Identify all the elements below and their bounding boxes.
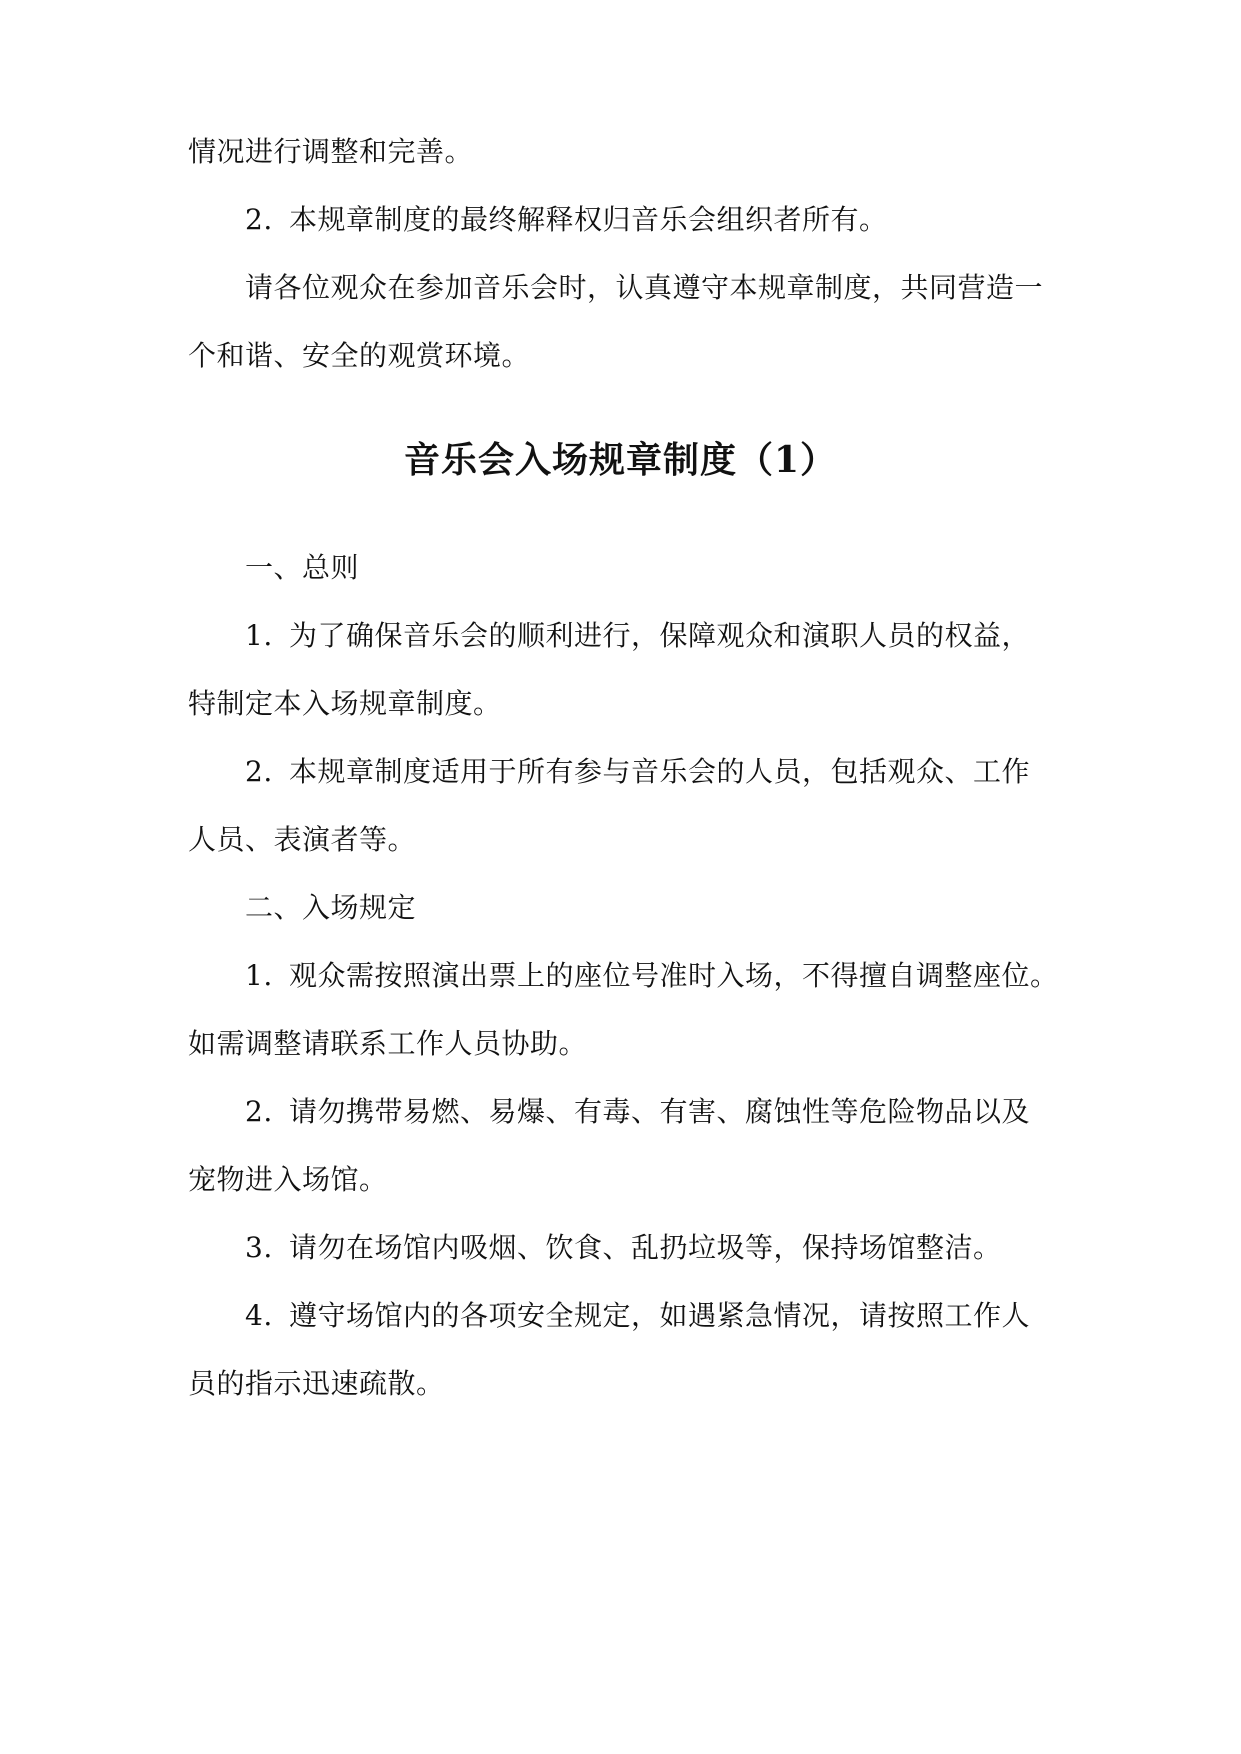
closing-paragraph-line-1: 请各位观众在参加音乐会时，认真遵守本规章制度，共同营造一 — [245, 271, 1044, 304]
item-number: 2. — [245, 1095, 273, 1128]
general-item-2 — [245, 752, 1125, 792]
general-item-1 — [245, 616, 1125, 656]
intro-item-2 — [245, 200, 1125, 240]
entry-rule-4 — [245, 1296, 1125, 1336]
item-text: 为了确保音乐会的顺利进行，保障观众和演职人员的权益， — [289, 619, 1031, 652]
entry-rule-2-continuation: 宠物进入场馆。 — [188, 1163, 388, 1196]
item-number: 2. — [245, 203, 273, 236]
section-heading-entry-rules: 二、入场规定 — [245, 891, 417, 924]
entry-rule-4-continuation: 员的指示迅速疏散。 — [188, 1367, 445, 1400]
item-text: 本规章制度的最终解释权归音乐会组织者所有。 — [289, 203, 888, 236]
closing-paragraph-line-2: 个和谐、安全的观赏环境。 — [188, 339, 531, 372]
section-heading-general: 一、总则 — [245, 551, 360, 584]
intro-continuation-line: 情况进行调整和完善。 — [188, 135, 474, 168]
entry-rule-1 — [245, 956, 1125, 996]
item-number: 4. — [245, 1299, 273, 1332]
general-item-2-continuation: 人员、表演者等。 — [188, 823, 417, 856]
item-text: 请勿携带易燃、易爆、有毒、有害、腐蚀性等危险物品以及 — [289, 1095, 1031, 1128]
item-number: 2. — [245, 755, 273, 788]
item-text: 本规章制度适用于所有参与音乐会的人员，包括观众、工作 — [289, 755, 1031, 788]
entry-rule-1-continuation: 如需调整请联系工作人员协助。 — [188, 1027, 588, 1060]
general-item-1-continuation: 特制定本入场规章制度。 — [188, 687, 502, 720]
item-text: 观众需按照演出票上的座位号准时入场，不得擅自调整座位。 — [289, 959, 1059, 992]
entry-rule-2 — [245, 1092, 1125, 1132]
entry-rule-3 — [245, 1228, 1125, 1268]
item-text: 遵守场馆内的各项安全规定，如遇紧急情况，请按照工作人 — [289, 1299, 1031, 1332]
item-number: 1. — [245, 619, 273, 652]
document-title: 音乐会入场规章制度（1） — [403, 439, 838, 481]
item-number: 1. — [245, 959, 273, 992]
item-text: 请勿在场馆内吸烟、饮食、乱扔垃圾等，保持场馆整洁。 — [289, 1231, 1002, 1264]
item-number: 3. — [245, 1231, 273, 1264]
